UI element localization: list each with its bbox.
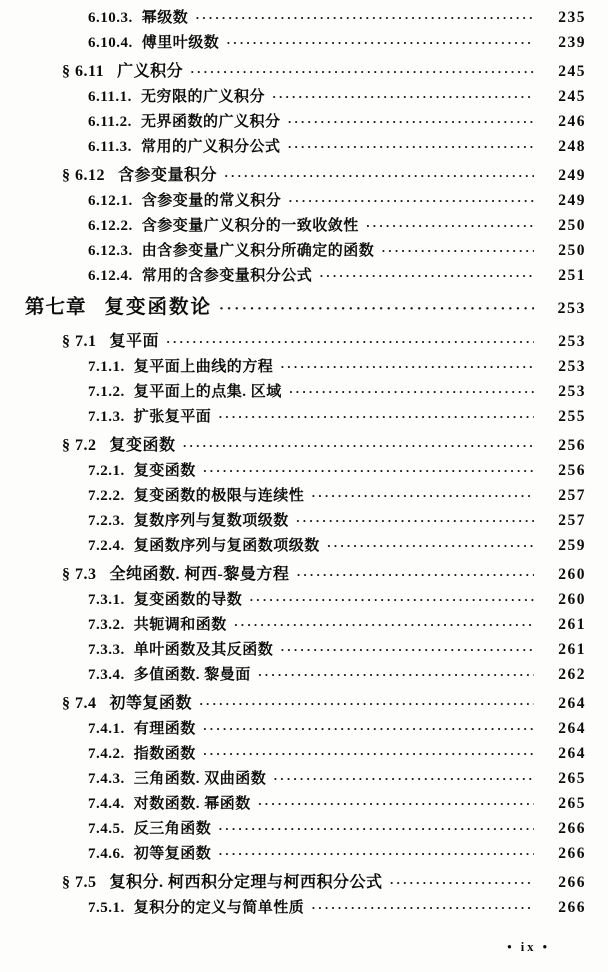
toc-entry-sub [0,188,608,213]
toc-entry-sub [0,508,608,533]
entry-title: 无界函数的广义积分 [140,114,281,130]
entry-number: 7.3.2. [88,617,125,633]
entry-number: § 7.2 [62,437,97,454]
dot-leader [224,163,534,188]
dot-leader [218,404,534,429]
entry-number: 7.4.3. [88,771,125,787]
entry-title: 复积分. 柯西积分定理与柯西积分公式 [109,874,383,891]
toc-entry-sub [0,84,608,109]
entry-page: 262 [558,666,586,683]
entry-page: 264 [558,695,586,712]
entry-page: 245 [558,63,586,80]
entry-number: 7.2.1. [88,463,125,479]
dot-leader [296,562,534,587]
entry-page: 259 [558,537,586,554]
entry-page: 250 [558,217,586,234]
entry-page: 265 [558,770,586,787]
entry-number: 7.1.3. [88,409,125,425]
dot-leader [390,870,534,895]
dot-leader [258,791,534,816]
entry-number: 6.12.4. [88,268,133,284]
entry-title: 含参变量广义积分的一致收敛性 [141,218,359,234]
dot-leader [203,458,534,483]
entry-number: 6.11.3. [88,139,132,155]
toc-entry-sub [0,404,608,429]
dot-leader [289,379,534,404]
entry-title: 含参变量积分 [118,167,218,184]
toc-entry-sub [0,587,608,612]
toc-entry-section [0,433,608,458]
entry-number: 7.3.4. [88,667,125,683]
entry-number: 7.4.1. [88,721,125,737]
toc-entry-section [0,562,608,587]
toc-entry-sub [0,263,608,288]
entry-page: 250 [558,242,586,259]
entry-number: § 6.12 [62,167,105,184]
entry-title: 复函数序列与复函数项级数 [133,538,320,554]
entry-title: 复数序列与复数项级数 [133,513,289,529]
toc-entry-sub [0,841,608,866]
toc-entry-sub [0,379,608,404]
toc-entry-section [0,329,608,354]
entry-page: 251 [558,267,586,284]
entry-number: 6.10.3. [88,10,133,26]
entry-number: 6.12.2. [88,218,133,234]
dot-leader [280,637,534,662]
entry-title: 有理函数 [133,721,196,737]
dot-leader [311,483,534,508]
entry-number: 第七章 [25,297,87,318]
toc-entry-chapter [0,291,608,325]
dot-leader [273,766,534,791]
entry-page: 261 [558,616,586,633]
dot-leader [288,188,534,213]
dot-leader [381,238,534,263]
entry-page: 245 [558,88,586,105]
toc-entry-sub [0,5,608,30]
entry-title: 单叶函数及其反函数 [133,642,274,658]
toc-entry-sub [0,637,608,662]
entry-page: 235 [558,9,586,26]
toc-entry-section [0,59,608,84]
entry-number: 7.2.2. [88,488,125,504]
dot-leader [199,691,534,716]
entry-title: 复平面 [109,333,160,350]
toc-entry-sub [0,766,608,791]
entry-page: 249 [558,192,586,209]
entry-page: 239 [558,34,586,51]
toc-entry-sub [0,483,608,508]
entry-number: 7.3.1. [88,592,125,608]
toc-entry-section [0,870,608,895]
toc-entry-sub [0,238,608,263]
toc-entry-sub [0,458,608,483]
dot-leader [366,213,534,238]
entry-page: 257 [558,512,586,529]
entry-number: 7.4.2. [88,746,125,762]
toc-entry-sub [0,895,608,920]
entry-title: 初等复函数 [109,695,193,712]
entry-page: 253 [558,383,586,400]
dot-leader [219,292,534,326]
dot-leader [183,433,534,458]
dot-leader [249,587,534,612]
toc-entry-sub [0,716,608,741]
entry-page: 260 [558,566,586,583]
entry-page: 265 [558,795,586,812]
entry-number: 6.11.1. [88,89,132,105]
dot-leader [311,895,534,920]
entry-number: 6.11.2. [88,114,132,130]
entry-number: 7.5.1. [88,900,125,916]
dot-leader [218,841,534,866]
dot-leader [203,741,534,766]
entry-title: 广义积分 [117,63,184,80]
entry-number: 7.2.4. [88,538,125,554]
entry-number: 6.12.1. [88,193,133,209]
entry-number: § 6.11 [62,63,105,80]
entry-page: 266 [558,874,586,891]
entry-title: 复变函数论 [104,297,213,318]
entry-number: 7.4.5. [88,821,125,837]
entry-page: 260 [558,591,586,608]
dot-leader [258,662,534,687]
entry-page: 266 [558,845,586,862]
dot-leader [190,59,534,84]
dot-leader [280,354,534,379]
dot-leader [287,134,534,159]
dot-leader [195,5,534,30]
entry-number: 7.1.2. [88,384,125,400]
toc-entry-sub [0,134,608,159]
entry-title: 复变函数 [109,437,176,454]
entry-number: § 7.5 [62,874,97,891]
page-number-footer: • ix • [507,940,550,954]
entry-number: 7.4.6. [88,846,125,862]
toc-entry-sub [0,533,608,558]
dot-leader [234,612,534,637]
entry-title: 常用的广义积分公式 [140,139,281,155]
entry-page: 253 [558,333,586,350]
dot-leader [287,109,534,134]
entry-title: 复平面上的点集. 区域 [133,384,282,400]
entry-page: 261 [558,641,586,658]
toc-entry-sub [0,612,608,637]
entry-title: 幂级数 [141,10,189,26]
toc-entry-sub [0,816,608,841]
toc-entry-sub [0,109,608,134]
entry-page: 253 [557,300,586,317]
dot-leader [226,30,534,55]
entry-title: 复变函数 [133,463,196,479]
entry-number: 7.2.3. [88,513,125,529]
dot-leader [203,716,534,741]
toc-entry-section [0,691,608,716]
dot-leader [327,533,534,558]
toc-entry-section [0,163,608,188]
entry-page: 256 [558,462,586,479]
entry-title: 由含参变量广义积分所确定的函数 [141,243,375,259]
entry-number: 7.4.4. [88,796,125,812]
entry-page: 249 [558,167,586,184]
dot-leader [218,816,534,841]
entry-title: 含参变量的常义积分 [141,193,282,209]
entry-title: 共轭调和函数 [133,617,227,633]
entry-title: 常用的含参变量积分公式 [141,268,313,284]
entry-page: 264 [558,720,586,737]
entry-page: 266 [558,899,586,916]
entry-number: 7.3.3. [88,642,125,658]
dot-leader [166,329,534,354]
toc-entry-sub [0,791,608,816]
entry-number: § 7.1 [62,333,97,350]
entry-title: 复变函数的导数 [133,592,243,608]
entry-page: 255 [558,408,586,425]
entry-page: 256 [558,437,586,454]
entry-page: 248 [558,138,586,155]
toc-entry-sub [0,662,608,687]
entry-title: 指数函数 [133,746,196,762]
entry-page: 266 [558,820,586,837]
toc-entry-sub [0,30,608,55]
entry-title: 全纯函数. 柯西-黎曼方程 [109,566,290,583]
entry-title: 傅里叶级数 [141,35,220,51]
toc-entry-sub [0,741,608,766]
entry-page: 246 [558,113,586,130]
entry-number: 7.1.1. [88,359,125,375]
entry-title: 无穷限的广义积分 [140,89,265,105]
entry-title: 复平面上曲线的方程 [133,359,274,375]
entry-page: 257 [558,487,586,504]
dot-leader [272,84,534,109]
entry-page: 253 [558,358,586,375]
entry-page: 264 [558,745,586,762]
entry-number: 6.12.3. [88,243,133,259]
entry-number: 6.10.4. [88,35,133,51]
entry-title: 对数函数. 幂函数 [133,796,251,812]
entry-title: 反三角函数 [133,821,212,837]
dot-leader [296,508,534,533]
toc-entry-sub [0,354,608,379]
entry-title: 三角函数. 双曲函数 [133,771,267,787]
entry-title: 复变函数的极限与连续性 [133,488,305,504]
entry-title: 多值函数. 黎曼面 [133,667,251,683]
entry-number: § 7.4 [62,695,97,712]
dot-leader [319,263,534,288]
entry-title: 复积分的定义与简单性质 [133,900,305,916]
entry-title: 初等复函数 [133,846,212,862]
entry-number: § 7.3 [62,566,97,583]
entry-title: 扩张复平面 [133,409,212,425]
toc-entry-sub [0,213,608,238]
